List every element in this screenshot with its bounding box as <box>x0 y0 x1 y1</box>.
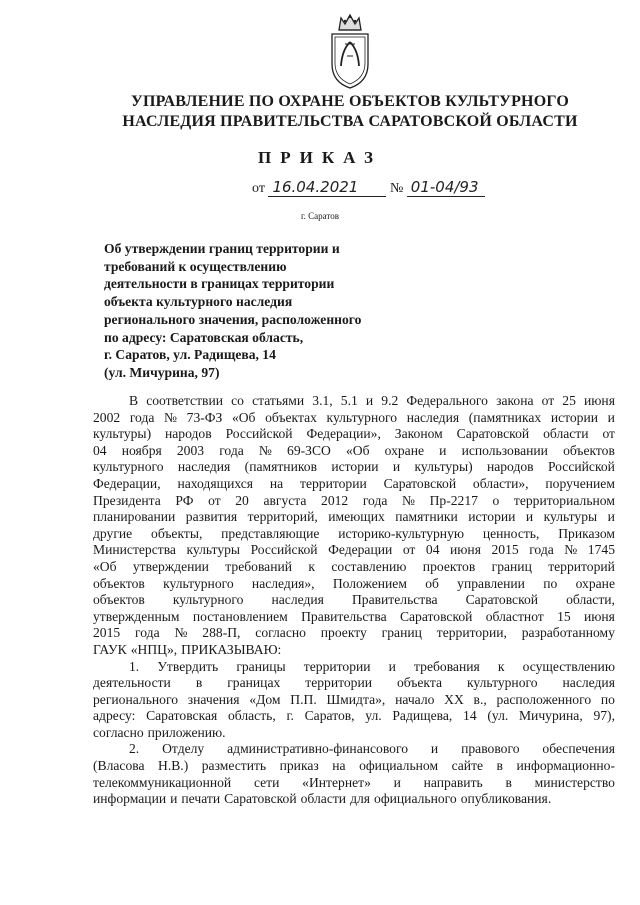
order-title: ПРИКАЗ <box>258 148 382 167</box>
body-line: 2002 года № 73-ФЗ «Об объектах культурного наследия (памятниках истории и <box>93 409 615 425</box>
body-line: В соответствии со статьями 3.1, 5.1 и 9.2 Федерального закона от 25 июня <box>129 393 615 408</box>
body-line: 2015 года № 288-П, согласно проекту границ территории, разработанному <box>93 625 615 641</box>
subject-line: деятельности в границах территории <box>104 276 335 292</box>
subject-line: объекта культурного наследия <box>104 294 293 310</box>
subject-line: (ул. Мичурина, 97) <box>104 364 220 380</box>
body-line: 2. Отделу административно-финансового и правового обеспечения <box>129 741 615 757</box>
body-line: культуры) народов Российской Федерации», Законом Саратовской области от <box>93 426 615 442</box>
body-line: Федерации, находящихся на территории Саратовской области», поручением <box>93 475 615 491</box>
body-line: планировании развития территорий, имеющих памятники истории и культуры и <box>93 509 615 525</box>
body-line: Президента РФ от 20 августа 2012 года № Пр-2217 о территориальном <box>93 492 615 508</box>
subject-line: требований к осуществлению <box>104 258 287 274</box>
body-line: «Об утверждении требований к составлению проектов границ территорий <box>93 558 615 574</box>
body-line: телекоммуникационной сети «Интернет» и направить в министерство <box>93 774 615 790</box>
subject-line: г. Саратов, ул. Радищева, 14 <box>104 347 276 363</box>
order-subject <box>104 240 424 382</box>
body-line: ГАУК «НПЦ», ПРИКАЗЫВАЮ: <box>93 641 282 657</box>
subject-line: Об утверждении границ территории и <box>104 241 340 256</box>
body-line: культурного наследия (памятников истории и культуры) народов Российской <box>93 459 615 475</box>
body-line: регионального значения «Дом П.П. Шмидта», начало XX в., расположенного по <box>93 691 615 707</box>
body-line: Министерства культуры Российской Федерации от 04 июня 2015 года № 1745 <box>93 542 615 558</box>
body-line: другие объекты, представляющие историко-культурную ценность, Приказом <box>93 525 615 541</box>
body-line: адресу: Саратовская область, г. Саратов, ул. Радищева, 14 (ул. Мичурина, 97), <box>93 708 615 724</box>
body-line: 1. Утвердить границы территории и требования к осуществлению <box>129 658 615 674</box>
date-prefix: от <box>252 181 265 196</box>
body-line: согласно приложению. <box>93 724 226 740</box>
body-line: объектов культурного наследия», Положением об управлении по охране <box>93 575 615 591</box>
body-line: 04 ноября 2003 года № 69-ЗСО «Об охране и использовании объектов <box>93 442 615 458</box>
coat-of-arms-icon <box>327 12 373 90</box>
order-date: 16.04.2021 <box>268 178 386 197</box>
number-prefix: № <box>389 181 404 196</box>
subject-line: регионального значения, расположенного <box>104 311 362 327</box>
order-number: 01-04/93 <box>407 178 485 197</box>
body-line: утвержденным постановлением Правительства Саратовской областнот 15 июня <box>93 608 615 624</box>
city: г. Саратов <box>301 211 339 221</box>
body-line: (Власова Н.В.) разместить приказ на официальном сайте в информационно- <box>93 758 615 774</box>
body-line: информации и печати Саратовской области для официального опубликования. <box>93 791 552 807</box>
body-line: объектов культурного наследия Правительства Саратовской области, <box>93 592 615 608</box>
agency-line-1: УПРАВЛЕНИЕ ПО ОХРАНЕ ОБЪЕКТОВ КУЛЬТУРНОГО <box>131 93 569 110</box>
order-date-number <box>252 178 485 197</box>
order-body <box>93 393 615 808</box>
subject-line: по адресу: Саратовская область, <box>104 329 304 345</box>
body-line: деятельности в границах территории объекта культурного наследия <box>93 675 615 691</box>
agency-line-2: НАСЛЕДИЯ ПРАВИТЕЛЬСТВА САРАТОВСКОЙ ОБЛАСТИ <box>122 113 578 130</box>
agency-name <box>95 92 605 132</box>
